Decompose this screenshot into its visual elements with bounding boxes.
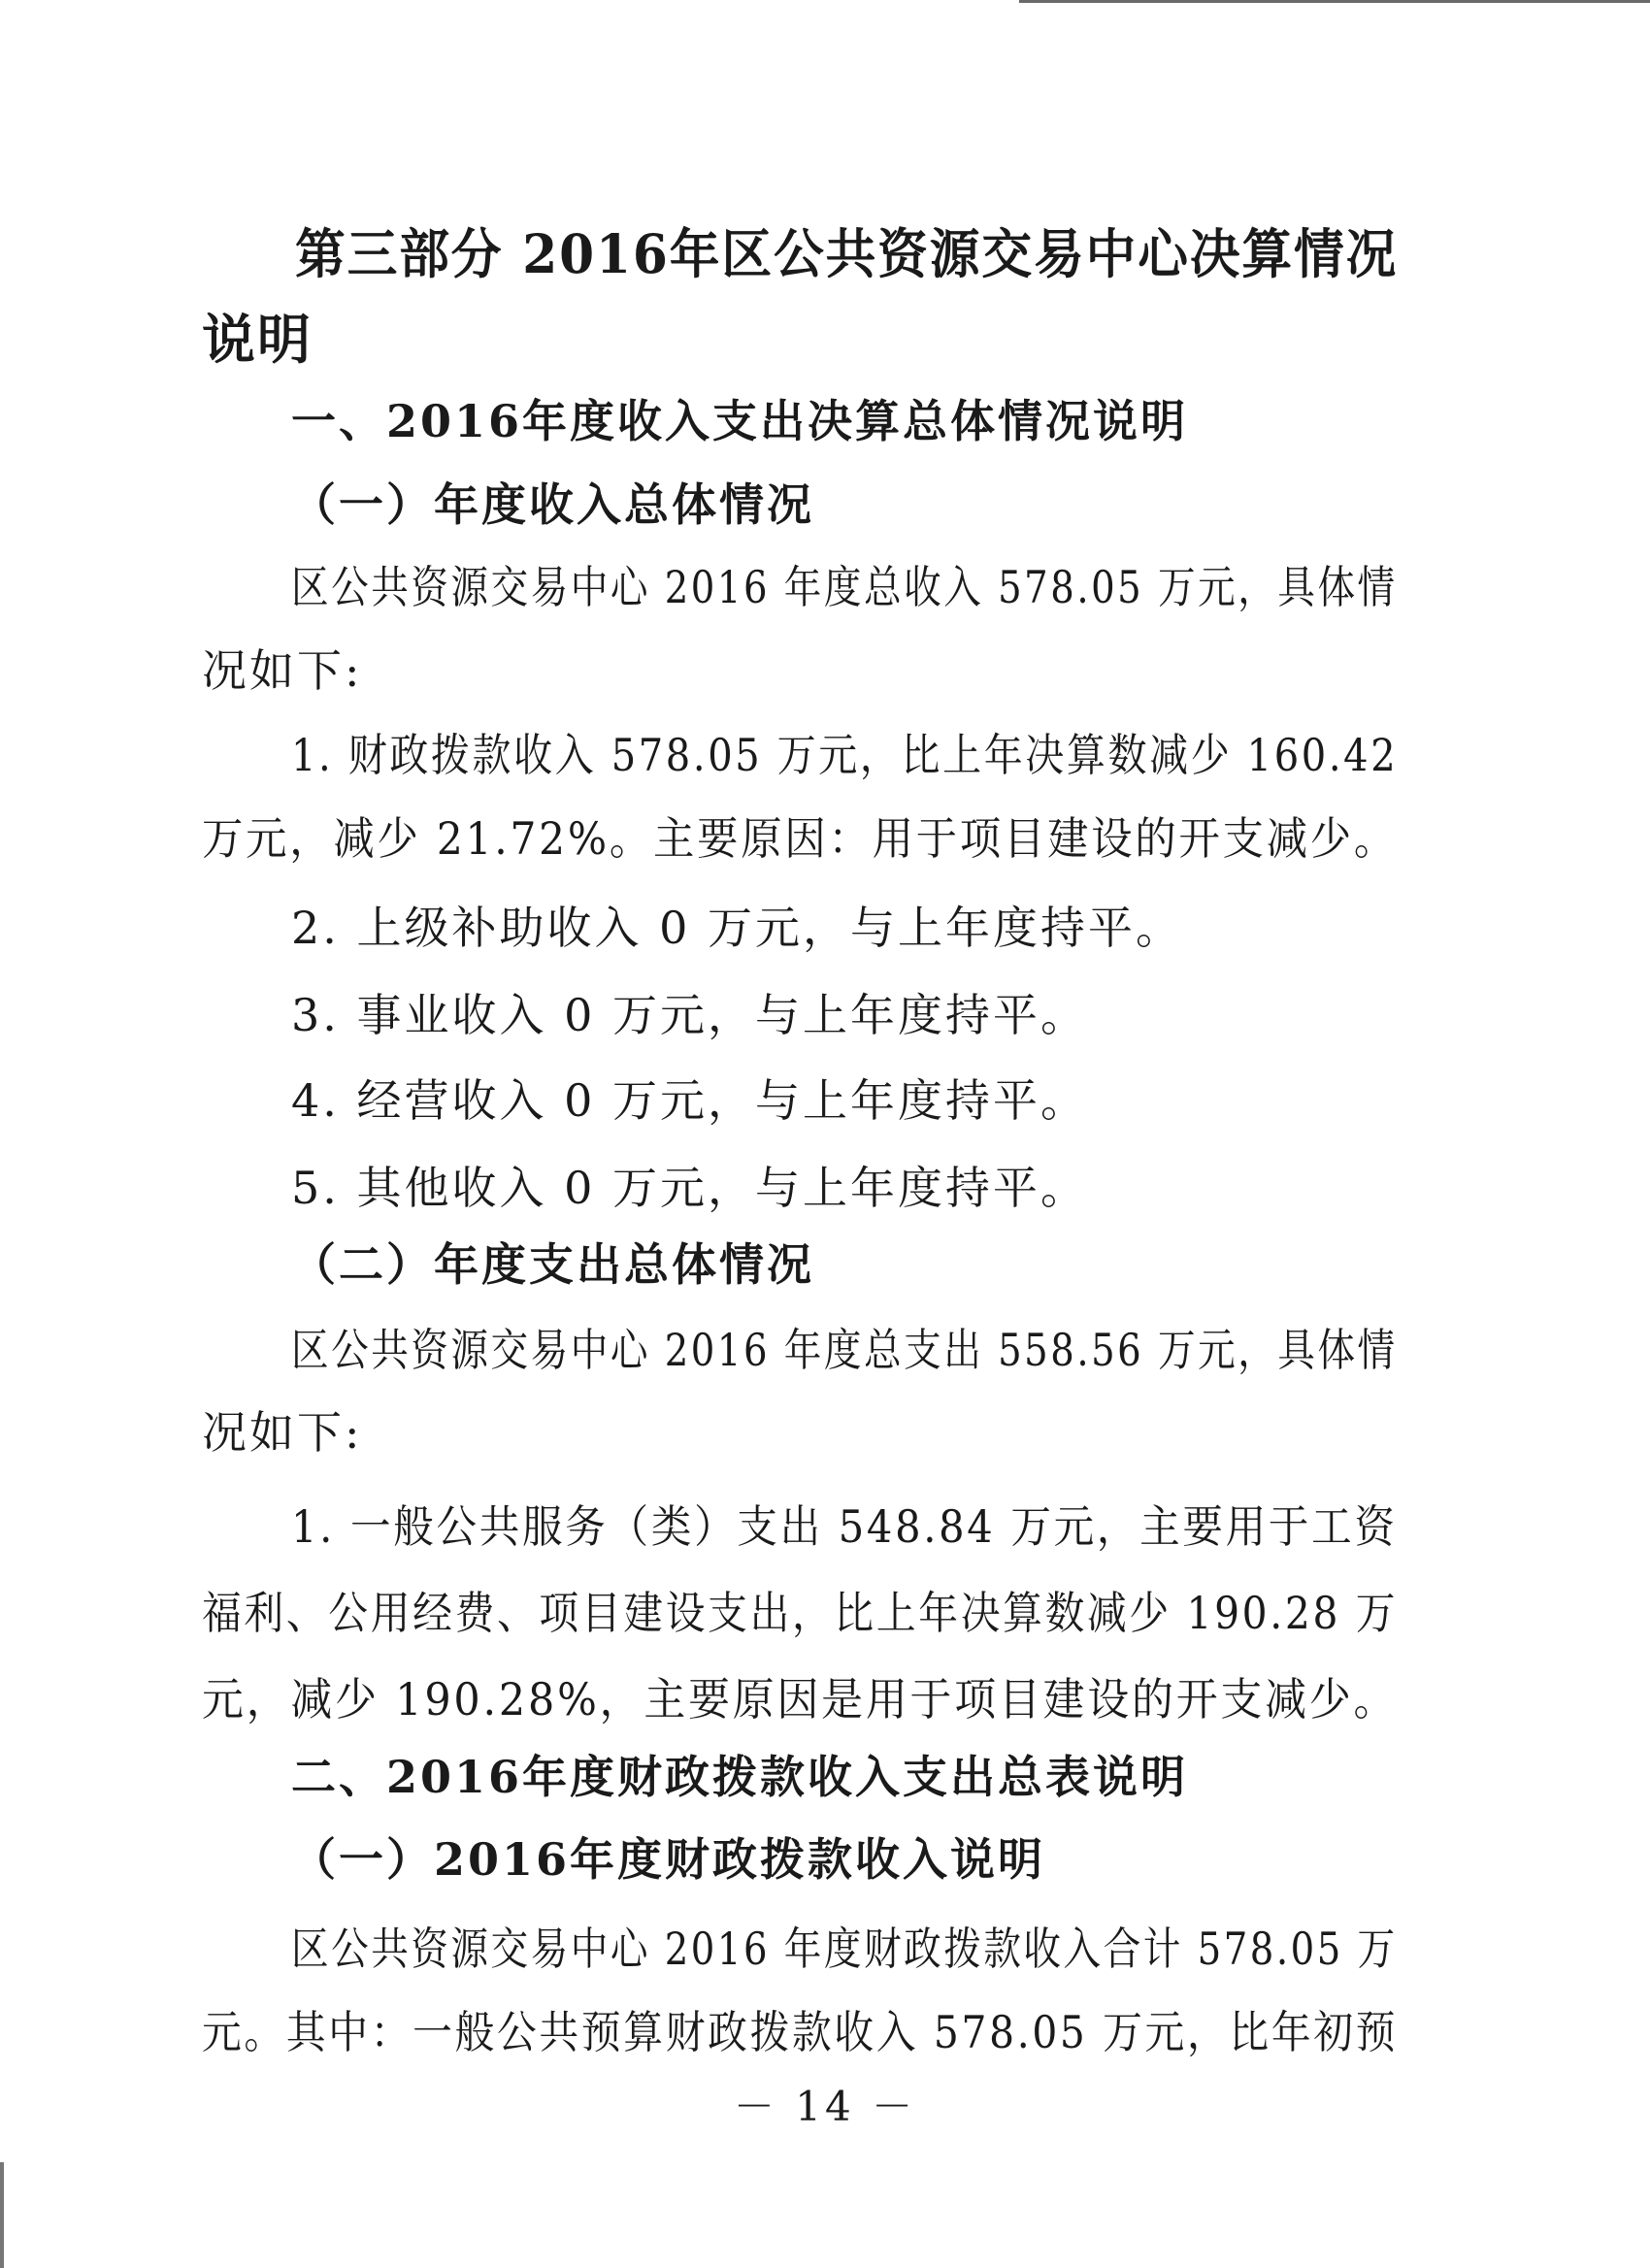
scan-edge-line	[1019, 0, 1650, 3]
page-number: － 14 －	[733, 2083, 917, 2130]
income-item-1-line-1: 1. 财政拨款收入 578.05 万元，比上年决算数减少 160.42	[291, 729, 1399, 781]
section-heading-1: 一、2016年度收入支出决算总体情况说明	[291, 395, 1189, 447]
expense-summary-line-2: 况如下:	[202, 1406, 363, 1459]
scan-edge-mark	[0, 2162, 4, 2268]
income-summary-line-1: 区公共资源交易中心 2016 年度总收入 578.05 万元，具体情	[291, 561, 1398, 613]
section-heading-2: 二、2016年度财政拨款收入支出总表说明	[291, 1751, 1189, 1803]
subsection-heading-expense: （二）年度支出总体情况	[291, 1238, 814, 1291]
income-item-1-line-2: 万元，减少 21.72%。主要原因：用于项目建设的开支减少。	[202, 812, 1399, 865]
subsection-heading-income: （一）年度收入总体情况	[291, 478, 814, 531]
income-item-4: 4. 经营收入 0 万元，与上年度持平。	[291, 1074, 1089, 1127]
page-title-line-2: 说明	[202, 308, 314, 371]
fiscal-income-line-2: 元。其中：一般公共预算财政拨款收入 578.05 万元，比年初预	[202, 2006, 1399, 2058]
income-item-5: 5. 其他收入 0 万元，与上年度持平。	[291, 1162, 1089, 1214]
income-summary-line-2: 况如下:	[202, 644, 363, 697]
income-item-3: 3. 事业收入 0 万元，与上年度持平。	[291, 989, 1089, 1041]
subsection-heading-fiscal-income: （一）2016年度财政拨款收入说明	[291, 1833, 1046, 1886]
page-title-line-1: 第三部分 2016年区公共资源交易中心决算情况	[295, 222, 1399, 285]
expense-item-1-line-3: 元，减少 190.28%，主要原因是用于项目建设的开支减少。	[202, 1673, 1399, 1726]
income-item-2: 2. 上级补助收入 0 万元，与上年度持平。	[291, 902, 1184, 954]
expense-item-1-line-1: 1. 一般公共服务（类）支出 548.84 万元，主要用于工资	[291, 1500, 1398, 1553]
fiscal-income-line-1: 区公共资源交易中心 2016 年度财政拨款收入合计 578.05 万	[291, 1923, 1398, 1975]
expense-summary-line-1: 区公共资源交易中心 2016 年度总支出 558.56 万元，具体情	[291, 1324, 1398, 1376]
expense-item-1-line-2: 福利、公用经费、项目建设支出，比上年决算数减少 190.28 万	[202, 1587, 1399, 1639]
